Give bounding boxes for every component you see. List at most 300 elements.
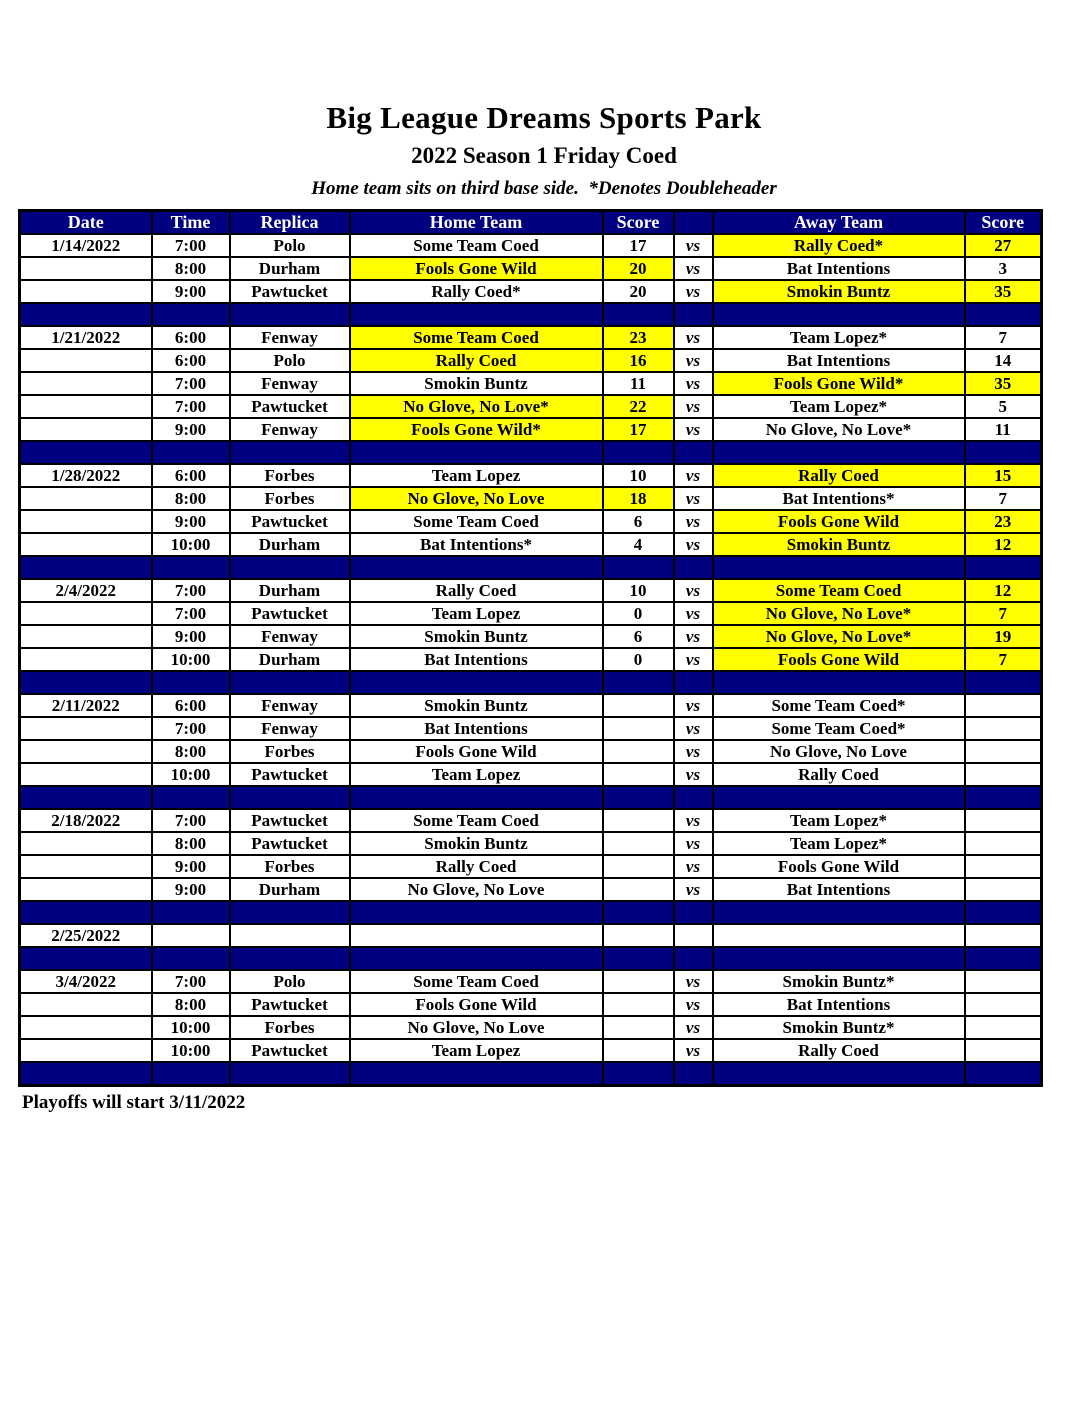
away-team-cell: Bat Intentions bbox=[713, 257, 965, 280]
schedule-table bbox=[18, 209, 1043, 1087]
time-cell: 9:00 bbox=[152, 418, 230, 441]
game-row bbox=[20, 372, 1042, 395]
vs-cell: vs bbox=[674, 832, 713, 855]
page-subtitle: 2022 Season 1 Friday Coed bbox=[411, 143, 677, 168]
replica-cell: Durham bbox=[230, 878, 350, 901]
replica-cell: Pawtucket bbox=[230, 1039, 350, 1062]
home-team-cell: Fools Gone Wild bbox=[350, 257, 603, 280]
home-score-cell bbox=[603, 717, 674, 740]
separator-cell bbox=[350, 1062, 603, 1086]
separator-cell bbox=[20, 947, 152, 970]
date-cell: 2/4/2022 bbox=[20, 579, 152, 602]
away-score-cell: 23 bbox=[965, 510, 1042, 533]
header-note: Home team sits on third base side. *Denotes Doubleheader bbox=[311, 178, 777, 199]
replica-cell: Fenway bbox=[230, 418, 350, 441]
vs-cell: vs bbox=[674, 763, 713, 786]
game-row bbox=[20, 510, 1042, 533]
away-score-cell: 5 bbox=[965, 395, 1042, 418]
column-header-away-team: Away Team bbox=[713, 211, 965, 235]
away-team-cell: Some Team Coed* bbox=[713, 694, 965, 717]
separator-cell bbox=[965, 947, 1042, 970]
separator-row bbox=[20, 786, 1042, 809]
separator-cell bbox=[674, 786, 713, 809]
home-team-cell: Some Team Coed bbox=[350, 510, 603, 533]
vs-cell: vs bbox=[674, 993, 713, 1016]
replica-cell: Durham bbox=[230, 533, 350, 556]
away-score-cell: 7 bbox=[965, 602, 1042, 625]
column-header-vs bbox=[674, 211, 713, 235]
home-team-cell: Team Lopez bbox=[350, 763, 603, 786]
game-row bbox=[20, 740, 1042, 763]
separator-cell bbox=[350, 786, 603, 809]
away-score-cell: 7 bbox=[965, 648, 1042, 671]
separator-cell bbox=[230, 947, 350, 970]
vs-cell: vs bbox=[674, 464, 713, 487]
away-team-cell: Bat Intentions bbox=[713, 993, 965, 1016]
home-team-cell: Bat Intentions* bbox=[350, 533, 603, 556]
away-score-cell: 7 bbox=[965, 487, 1042, 510]
separator-cell bbox=[603, 786, 674, 809]
away-score-cell bbox=[965, 832, 1042, 855]
separator-row bbox=[20, 901, 1042, 924]
replica-cell: Durham bbox=[230, 579, 350, 602]
separator-cell bbox=[230, 901, 350, 924]
home-team-cell: No Glove, No Love bbox=[350, 878, 603, 901]
date-cell bbox=[20, 648, 152, 671]
replica-cell: Durham bbox=[230, 648, 350, 671]
time-cell: 10:00 bbox=[152, 763, 230, 786]
time-cell: 7:00 bbox=[152, 395, 230, 418]
away-team-cell: Rally Coed bbox=[713, 763, 965, 786]
separator-cell bbox=[350, 901, 603, 924]
time-cell: 7:00 bbox=[152, 602, 230, 625]
time-cell: 9:00 bbox=[152, 510, 230, 533]
vs-cell: vs bbox=[674, 372, 713, 395]
home-score-cell: 22 bbox=[603, 395, 674, 418]
schedule-table-body bbox=[20, 234, 1042, 1086]
separator-cell bbox=[674, 901, 713, 924]
separator-cell bbox=[350, 303, 603, 326]
replica-cell: Fenway bbox=[230, 717, 350, 740]
home-score-cell bbox=[603, 993, 674, 1016]
time-cell: 6:00 bbox=[152, 694, 230, 717]
separator-cell bbox=[674, 947, 713, 970]
replica-cell: Pawtucket bbox=[230, 993, 350, 1016]
home-score-cell bbox=[603, 763, 674, 786]
time-cell: 7:00 bbox=[152, 579, 230, 602]
game-row bbox=[20, 579, 1042, 602]
game-row bbox=[20, 878, 1042, 901]
date-cell: 2/18/2022 bbox=[20, 809, 152, 832]
separator-cell bbox=[713, 303, 965, 326]
away-team-cell: Smokin Buntz* bbox=[713, 970, 965, 993]
home-score-cell: 23 bbox=[603, 326, 674, 349]
date-cell bbox=[20, 280, 152, 303]
away-team-cell: Bat Intentions* bbox=[713, 487, 965, 510]
home-score-cell: 0 bbox=[603, 648, 674, 671]
away-team-cell: Fools Gone Wild* bbox=[713, 372, 965, 395]
home-score-cell: 10 bbox=[603, 579, 674, 602]
game-row bbox=[20, 832, 1042, 855]
replica-cell: Forbes bbox=[230, 464, 350, 487]
away-team-cell: No Glove, No Love* bbox=[713, 602, 965, 625]
vs-cell: vs bbox=[674, 510, 713, 533]
separator-cell bbox=[965, 671, 1042, 694]
away-score-cell bbox=[965, 763, 1042, 786]
separator-cell bbox=[230, 556, 350, 579]
home-team-cell: Rally Coed bbox=[350, 349, 603, 372]
time-cell: 6:00 bbox=[152, 464, 230, 487]
date-cell bbox=[20, 878, 152, 901]
home-team-cell: Team Lopez bbox=[350, 464, 603, 487]
home-team-cell: Bat Intentions bbox=[350, 717, 603, 740]
separator-cell bbox=[350, 441, 603, 464]
home-team-cell: Rally Coed bbox=[350, 855, 603, 878]
time-cell: 8:00 bbox=[152, 993, 230, 1016]
replica-cell: Polo bbox=[230, 970, 350, 993]
game-row bbox=[20, 717, 1042, 740]
time-cell: 9:00 bbox=[152, 625, 230, 648]
separator-cell bbox=[230, 303, 350, 326]
home-team-cell: Smokin Buntz bbox=[350, 625, 603, 648]
separator-cell bbox=[965, 303, 1042, 326]
away-score-cell bbox=[965, 855, 1042, 878]
away-team-cell: No Glove, No Love* bbox=[713, 625, 965, 648]
home-score-cell bbox=[603, 1016, 674, 1039]
time-cell: 10:00 bbox=[152, 1039, 230, 1062]
time-cell: 7:00 bbox=[152, 717, 230, 740]
column-header-replica: Replica bbox=[230, 211, 350, 235]
replica-cell: Durham bbox=[230, 257, 350, 280]
time-cell: 10:00 bbox=[152, 1016, 230, 1039]
home-score-cell: 20 bbox=[603, 257, 674, 280]
home-score-cell bbox=[603, 832, 674, 855]
date-cell bbox=[20, 510, 152, 533]
separator-cell bbox=[20, 556, 152, 579]
replica-cell: Forbes bbox=[230, 1016, 350, 1039]
separator-cell bbox=[713, 947, 965, 970]
replica-cell: Pawtucket bbox=[230, 809, 350, 832]
away-team-cell: Rally Coed* bbox=[713, 234, 965, 257]
date-cell: 3/4/2022 bbox=[20, 970, 152, 993]
date-cell bbox=[20, 257, 152, 280]
separator-cell bbox=[230, 671, 350, 694]
replica-cell bbox=[230, 924, 350, 947]
separator-cell bbox=[152, 303, 230, 326]
separator-cell bbox=[152, 671, 230, 694]
separator-cell bbox=[230, 786, 350, 809]
home-score-cell bbox=[603, 809, 674, 832]
home-score-cell bbox=[603, 740, 674, 763]
away-score-cell bbox=[965, 1039, 1042, 1062]
away-team-cell: No Glove, No Love* bbox=[713, 418, 965, 441]
date-cell: 2/25/2022 bbox=[20, 924, 152, 947]
vs-cell: vs bbox=[674, 717, 713, 740]
separator-cell bbox=[152, 786, 230, 809]
replica-cell: Pawtucket bbox=[230, 280, 350, 303]
page-title: Big League Dreams Sports Park bbox=[326, 100, 762, 135]
home-team-cell: Smokin Buntz bbox=[350, 694, 603, 717]
separator-cell bbox=[603, 1062, 674, 1086]
away-score-cell: 35 bbox=[965, 280, 1042, 303]
home-team-cell: Some Team Coed bbox=[350, 809, 603, 832]
schedule-table-head bbox=[20, 211, 1042, 235]
home-score-cell: 20 bbox=[603, 280, 674, 303]
date-cell bbox=[20, 625, 152, 648]
time-cell: 8:00 bbox=[152, 832, 230, 855]
home-team-cell: Fools Gone Wild bbox=[350, 740, 603, 763]
replica-cell: Forbes bbox=[230, 855, 350, 878]
game-row bbox=[20, 257, 1042, 280]
away-score-cell: 15 bbox=[965, 464, 1042, 487]
separator-cell bbox=[965, 441, 1042, 464]
home-team-cell: Smokin Buntz bbox=[350, 372, 603, 395]
home-team-cell: Team Lopez bbox=[350, 1039, 603, 1062]
column-header-time: Time bbox=[152, 211, 230, 235]
game-row bbox=[20, 464, 1042, 487]
game-row bbox=[20, 970, 1042, 993]
date-cell bbox=[20, 740, 152, 763]
away-team-cell: Fools Gone Wild bbox=[713, 510, 965, 533]
vs-cell: vs bbox=[674, 533, 713, 556]
away-score-cell: 12 bbox=[965, 579, 1042, 602]
vs-cell: vs bbox=[674, 878, 713, 901]
away-team-cell: No Glove, No Love bbox=[713, 740, 965, 763]
separator-cell bbox=[965, 901, 1042, 924]
replica-cell: Pawtucket bbox=[230, 832, 350, 855]
separator-cell bbox=[20, 901, 152, 924]
separator-row bbox=[20, 671, 1042, 694]
home-team-cell bbox=[350, 924, 603, 947]
separator-row bbox=[20, 947, 1042, 970]
separator-cell bbox=[674, 303, 713, 326]
separator-cell bbox=[20, 671, 152, 694]
replica-cell: Polo bbox=[230, 349, 350, 372]
away-score-cell: 7 bbox=[965, 326, 1042, 349]
column-header-home-score: Score bbox=[603, 211, 674, 235]
separator-row bbox=[20, 1062, 1042, 1086]
game-row bbox=[20, 326, 1042, 349]
home-team-cell: No Glove, No Love bbox=[350, 1016, 603, 1039]
home-score-cell bbox=[603, 1039, 674, 1062]
separator-cell bbox=[152, 1062, 230, 1086]
home-score-cell: 17 bbox=[603, 234, 674, 257]
playoffs-note: Playoffs will start 3/11/2022 bbox=[22, 1092, 246, 1113]
separator-cell bbox=[674, 1062, 713, 1086]
separator-cell bbox=[674, 441, 713, 464]
home-team-cell: Rally Coed* bbox=[350, 280, 603, 303]
home-team-cell: Some Team Coed bbox=[350, 234, 603, 257]
separator-row bbox=[20, 303, 1042, 326]
date-cell bbox=[20, 717, 152, 740]
away-score-cell: 3 bbox=[965, 257, 1042, 280]
game-row bbox=[20, 924, 1042, 947]
time-cell: 9:00 bbox=[152, 878, 230, 901]
separator-cell bbox=[603, 901, 674, 924]
separator-cell bbox=[230, 1062, 350, 1086]
column-header-home-team: Home Team bbox=[350, 211, 603, 235]
away-team-cell: Rally Coed bbox=[713, 1039, 965, 1062]
away-score-cell bbox=[965, 740, 1042, 763]
away-score-cell bbox=[965, 1016, 1042, 1039]
away-team-cell bbox=[713, 924, 965, 947]
home-score-cell: 6 bbox=[603, 625, 674, 648]
date-cell bbox=[20, 832, 152, 855]
home-score-cell: 10 bbox=[603, 464, 674, 487]
separator-cell bbox=[603, 947, 674, 970]
away-score-cell: 12 bbox=[965, 533, 1042, 556]
separator-cell bbox=[713, 1062, 965, 1086]
game-row bbox=[20, 349, 1042, 372]
replica-cell: Fenway bbox=[230, 625, 350, 648]
away-team-cell: Rally Coed bbox=[713, 464, 965, 487]
replica-cell: Pawtucket bbox=[230, 510, 350, 533]
away-score-cell bbox=[965, 993, 1042, 1016]
separator-cell bbox=[20, 786, 152, 809]
time-cell: 7:00 bbox=[152, 970, 230, 993]
date-cell: 1/21/2022 bbox=[20, 326, 152, 349]
home-team-cell: Smokin Buntz bbox=[350, 832, 603, 855]
date-cell bbox=[20, 372, 152, 395]
home-score-cell bbox=[603, 970, 674, 993]
separator-cell bbox=[20, 303, 152, 326]
vs-cell: vs bbox=[674, 395, 713, 418]
date-cell bbox=[20, 349, 152, 372]
column-header-away-score: Score bbox=[965, 211, 1042, 235]
vs-cell: vs bbox=[674, 648, 713, 671]
home-team-cell: Team Lopez bbox=[350, 602, 603, 625]
home-score-cell: 0 bbox=[603, 602, 674, 625]
home-score-cell bbox=[603, 878, 674, 901]
separator-cell bbox=[152, 441, 230, 464]
time-cell: 6:00 bbox=[152, 349, 230, 372]
away-team-cell: Team Lopez* bbox=[713, 395, 965, 418]
separator-cell bbox=[152, 947, 230, 970]
date-cell bbox=[20, 487, 152, 510]
home-team-cell: Some Team Coed bbox=[350, 970, 603, 993]
time-cell: 7:00 bbox=[152, 809, 230, 832]
away-team-cell: Team Lopez* bbox=[713, 326, 965, 349]
replica-cell: Pawtucket bbox=[230, 395, 350, 418]
away-score-cell bbox=[965, 970, 1042, 993]
away-score-cell bbox=[965, 809, 1042, 832]
vs-cell bbox=[674, 924, 713, 947]
time-cell: 8:00 bbox=[152, 740, 230, 763]
separator-cell bbox=[713, 786, 965, 809]
vs-cell: vs bbox=[674, 602, 713, 625]
home-team-cell: Some Team Coed bbox=[350, 326, 603, 349]
away-team-cell: Smokin Buntz bbox=[713, 533, 965, 556]
separator-cell bbox=[603, 671, 674, 694]
separator-cell bbox=[20, 441, 152, 464]
time-cell: 8:00 bbox=[152, 487, 230, 510]
replica-cell: Forbes bbox=[230, 487, 350, 510]
game-row bbox=[20, 855, 1042, 878]
home-team-cell: Fools Gone Wild bbox=[350, 993, 603, 1016]
game-row bbox=[20, 1039, 1042, 1062]
vs-cell: vs bbox=[674, 694, 713, 717]
home-score-cell bbox=[603, 924, 674, 947]
away-score-cell bbox=[965, 694, 1042, 717]
separator-cell bbox=[152, 901, 230, 924]
replica-cell: Pawtucket bbox=[230, 602, 350, 625]
game-row bbox=[20, 395, 1042, 418]
date-cell bbox=[20, 533, 152, 556]
away-team-cell: Some Team Coed* bbox=[713, 717, 965, 740]
home-score-cell: 6 bbox=[603, 510, 674, 533]
separator-cell bbox=[965, 1062, 1042, 1086]
date-cell: 1/28/2022 bbox=[20, 464, 152, 487]
game-row bbox=[20, 533, 1042, 556]
vs-cell: vs bbox=[674, 326, 713, 349]
separator-cell bbox=[20, 1062, 152, 1086]
time-cell: 9:00 bbox=[152, 855, 230, 878]
separator-cell bbox=[713, 671, 965, 694]
game-row bbox=[20, 648, 1042, 671]
time-cell: 10:00 bbox=[152, 533, 230, 556]
away-team-cell: Some Team Coed bbox=[713, 579, 965, 602]
away-team-cell: Bat Intentions bbox=[713, 878, 965, 901]
home-score-cell: 18 bbox=[603, 487, 674, 510]
replica-cell: Forbes bbox=[230, 740, 350, 763]
header-row bbox=[20, 211, 1042, 235]
away-score-cell bbox=[965, 924, 1042, 947]
time-cell: 10:00 bbox=[152, 648, 230, 671]
vs-cell: vs bbox=[674, 487, 713, 510]
away-score-cell: 14 bbox=[965, 349, 1042, 372]
vs-cell: vs bbox=[674, 625, 713, 648]
replica-cell: Pawtucket bbox=[230, 763, 350, 786]
vs-cell: vs bbox=[674, 234, 713, 257]
away-team-cell: Fools Gone Wild bbox=[713, 855, 965, 878]
away-score-cell: 11 bbox=[965, 418, 1042, 441]
game-row bbox=[20, 809, 1042, 832]
home-team-cell: No Glove, No Love bbox=[350, 487, 603, 510]
separator-cell bbox=[965, 786, 1042, 809]
away-score-cell: 19 bbox=[965, 625, 1042, 648]
date-cell bbox=[20, 395, 152, 418]
replica-cell: Fenway bbox=[230, 326, 350, 349]
vs-cell: vs bbox=[674, 740, 713, 763]
home-team-cell: Bat Intentions bbox=[350, 648, 603, 671]
vs-cell: vs bbox=[674, 855, 713, 878]
column-header-date: Date bbox=[20, 211, 152, 235]
away-score-cell bbox=[965, 717, 1042, 740]
home-score-cell: 17 bbox=[603, 418, 674, 441]
separator-cell bbox=[674, 556, 713, 579]
separator-cell bbox=[713, 556, 965, 579]
date-cell bbox=[20, 1016, 152, 1039]
vs-cell: vs bbox=[674, 579, 713, 602]
date-cell bbox=[20, 1039, 152, 1062]
separator-row bbox=[20, 441, 1042, 464]
separator-cell bbox=[230, 441, 350, 464]
away-team-cell: Bat Intentions bbox=[713, 349, 965, 372]
vs-cell: vs bbox=[674, 418, 713, 441]
separator-cell bbox=[603, 556, 674, 579]
separator-cell bbox=[350, 947, 603, 970]
date-cell bbox=[20, 418, 152, 441]
date-cell: 2/11/2022 bbox=[20, 694, 152, 717]
vs-cell: vs bbox=[674, 257, 713, 280]
game-row bbox=[20, 625, 1042, 648]
separator-cell bbox=[152, 556, 230, 579]
game-row bbox=[20, 280, 1042, 303]
away-score-cell: 35 bbox=[965, 372, 1042, 395]
home-team-cell: Fools Gone Wild* bbox=[350, 418, 603, 441]
separator-row bbox=[20, 556, 1042, 579]
time-cell: 8:00 bbox=[152, 257, 230, 280]
